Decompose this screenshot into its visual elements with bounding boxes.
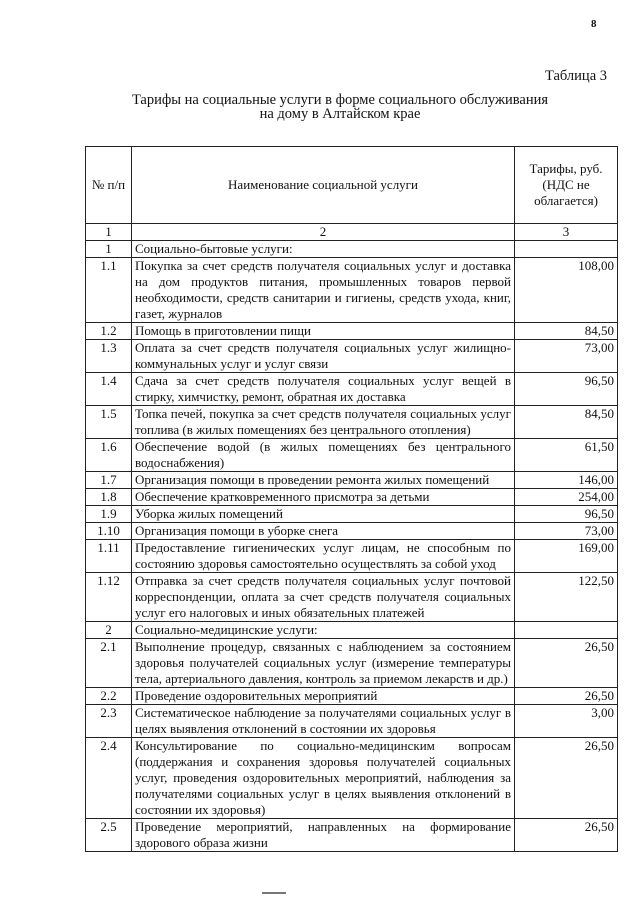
tariff-value [515, 241, 618, 258]
tariff-value: 169,00 [515, 540, 618, 573]
table-row [86, 540, 618, 573]
service-name: Топка печей, покупка за счет средств получателя социальных услуг топлива (в жилых помещениях без центрального отопления) [132, 406, 515, 439]
tariff-value: 73,00 [515, 340, 618, 373]
scan-mark [262, 892, 286, 894]
service-name: Отправка за счет средств получателя социальных услуг почтовой корреспонденции, оплата за счет средств получателя социальных услуг его налоговых и иных обязательных платежей [132, 573, 515, 622]
page-number: 8 [591, 18, 597, 30]
tariff-value: 254,00 [515, 489, 618, 506]
row-number: 1.5 [86, 406, 132, 439]
service-name: Проведение оздоровительных мероприятий [132, 688, 515, 705]
table-row [86, 323, 618, 340]
tariff-value: 26,50 [515, 738, 618, 819]
table-row [86, 738, 618, 819]
table-row [86, 472, 618, 489]
row-number: 1.1 [86, 258, 132, 323]
service-name: Социально-бытовые услуги: [132, 241, 515, 258]
table-row [86, 523, 618, 540]
row-number: 1.7 [86, 472, 132, 489]
table-row [86, 688, 618, 705]
service-name: Выполнение процедур, связанных с наблюдением за состоянием здоровья получателей социальных услуг (измерение температуры тела, артериального давления, контроль за приемом лекарств и др.) [132, 639, 515, 688]
tariff-value: 84,50 [515, 323, 618, 340]
header-num: № п/п [86, 147, 132, 224]
title-line-1: Тарифы на социальные услуги в форме социального обслуживания [131, 92, 549, 108]
service-name: Консультирование по социально-медицинским вопросам (поддержания и сохранения здоровья получателей социальных услуг, проведения оздоровительных мероприятий, наблюдения за получателями социальных услуг в целях выявления отклонений в состоянии их здоровья) [132, 738, 515, 819]
row-number: 1 [86, 241, 132, 258]
row-number: 2.4 [86, 738, 132, 819]
tariff-table [85, 146, 618, 852]
table-row [86, 573, 618, 622]
table-row [86, 819, 618, 852]
row-number: 1.9 [86, 506, 132, 523]
table-row [86, 373, 618, 406]
table-row [86, 241, 618, 258]
row-number: 2.5 [86, 819, 132, 852]
row-number: 1.8 [86, 489, 132, 506]
service-name: Проведение мероприятий, направленных на формирование здорового образа жизни [132, 819, 515, 852]
column-index-2: 2 [132, 224, 515, 241]
table-row [86, 705, 618, 738]
service-name: Организация помощи в уборке снега [132, 523, 515, 540]
tariff-value: 84,50 [515, 406, 618, 439]
tariff-value: 96,50 [515, 373, 618, 406]
tariff-value: 96,50 [515, 506, 618, 523]
service-name: Сдача за счет средств получателя социальных услуг вещей в стирку, химчистку, ремонт, обратная их доставка [132, 373, 515, 406]
service-name: Оплата за счет средств получателя социальных услуг жилищно-коммунальных услуг и услуг связи [132, 340, 515, 373]
column-index-1: 1 [86, 224, 132, 241]
tariff-value: 73,00 [515, 523, 618, 540]
table-row [86, 622, 618, 639]
tariff-value: 26,50 [515, 639, 618, 688]
column-index-3: 3 [515, 224, 618, 241]
service-name: Обеспечение водой (в жилых помещениях без центрального водоснабжения) [132, 439, 515, 472]
service-name: Организация помощи в проведении ремонта жилых помещений [132, 472, 515, 489]
table-row [86, 439, 618, 472]
row-number: 1.2 [86, 323, 132, 340]
table-label: Таблица 3 [544, 68, 607, 84]
table-title [100, 93, 580, 121]
table-row [86, 639, 618, 688]
row-number: 1.3 [86, 340, 132, 373]
service-name: Покупка за счет средств получателя социальных услуг и доставка на дом продуктов питания, промышленных товаров первой необходимости, средств санитарии и гигиены, средств ухода, книг, газет, журналов [132, 258, 515, 323]
table-row [86, 406, 618, 439]
service-name: Помощь в приготовлении пищи [132, 323, 515, 340]
table-row [86, 506, 618, 523]
row-number: 2.2 [86, 688, 132, 705]
header-price: Тарифы, руб. (НДС не облагается) [515, 147, 618, 224]
column-index-row [86, 224, 618, 241]
tariff-value: 146,00 [515, 472, 618, 489]
tariff-value: 108,00 [515, 258, 618, 323]
row-number: 2 [86, 622, 132, 639]
header-name: Наименование социальной услуги [132, 147, 515, 224]
tariff-value [515, 622, 618, 639]
service-name: Обеспечение кратковременного присмотра за детьми [132, 489, 515, 506]
row-number: 1.4 [86, 373, 132, 406]
service-name: Систематическое наблюдение за получателями социальных услуг в целях выявления отклонений в состоянии их здоровья [132, 705, 515, 738]
row-number: 1.6 [86, 439, 132, 472]
table-row [86, 489, 618, 506]
tariff-value: 3,00 [515, 705, 618, 738]
row-number: 2.3 [86, 705, 132, 738]
header-row [86, 147, 618, 224]
row-number: 1.11 [86, 540, 132, 573]
row-number: 1.10 [86, 523, 132, 540]
service-name: Предоставление гигиенических услуг лицам, не способным по состоянию здоровья самостоятельно осуществлять за собой уход [132, 540, 515, 573]
table-row [86, 258, 618, 323]
tariff-value: 122,50 [515, 573, 618, 622]
service-name: Социально-медицинские услуги: [132, 622, 515, 639]
title-line-2: на дому в Алтайском крае [259, 106, 421, 122]
row-number: 1.12 [86, 573, 132, 622]
tariff-value: 61,50 [515, 439, 618, 472]
table-row [86, 340, 618, 373]
tariff-value: 26,50 [515, 819, 618, 852]
tariff-value: 26,50 [515, 688, 618, 705]
row-number: 2.1 [86, 639, 132, 688]
service-name: Уборка жилых помещений [132, 506, 515, 523]
